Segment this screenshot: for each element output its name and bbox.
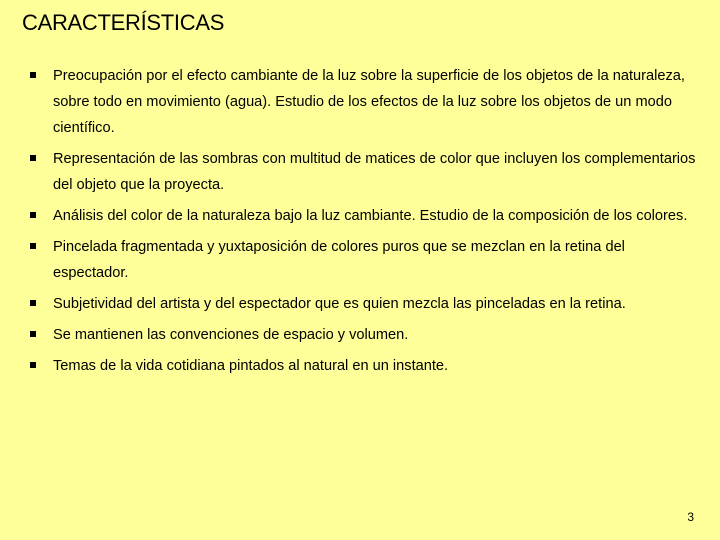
square-bullet-icon — [30, 300, 36, 306]
slide-title: CARACTERÍSTICAS — [22, 10, 225, 35]
bullet-item — [30, 203, 698, 229]
square-bullet-icon — [30, 155, 36, 161]
bullet-text: Pincelada fragmentada y yuxtaposición de colores puros que se mezclan en la retina del espectador. — [53, 239, 625, 281]
bullet-text: Representación de las sombras con multitud de matices de color que incluyen los complementarios del objeto que la proyecta. — [53, 151, 696, 193]
bullet-item — [30, 234, 698, 286]
square-bullet-icon — [30, 331, 36, 337]
bullet-list — [30, 63, 698, 384]
square-bullet-icon — [30, 362, 36, 368]
bullet-item — [30, 322, 698, 348]
square-bullet-icon — [30, 72, 36, 78]
bullet-text: Análisis del color de la naturaleza bajo la luz cambiante. Estudio de la composición de los colores. — [53, 208, 688, 224]
square-bullet-icon — [30, 212, 36, 218]
bullet-text: Temas de la vida cotidiana pintados al natural en un instante. — [53, 358, 449, 374]
bullet-item — [30, 146, 698, 198]
bullet-text: Preocupación por el efecto cambiante de la luz sobre la superficie de los objetos de la naturaleza, sobre todo en movimiento (agua). Estudio de los efectos de la luz sobre los objetos de un modo científico. — [53, 68, 685, 136]
bullet-item — [30, 63, 698, 141]
bullet-item — [30, 291, 698, 317]
bullet-item — [30, 353, 698, 379]
bullet-text: Subjetividad del artista y del espectador que es quien mezcla las pinceladas en la retina. — [53, 296, 626, 312]
square-bullet-icon — [30, 243, 36, 249]
bullet-text: Se mantienen las convenciones de espacio y volumen. — [53, 327, 409, 343]
slide-number: 3 — [687, 510, 694, 524]
